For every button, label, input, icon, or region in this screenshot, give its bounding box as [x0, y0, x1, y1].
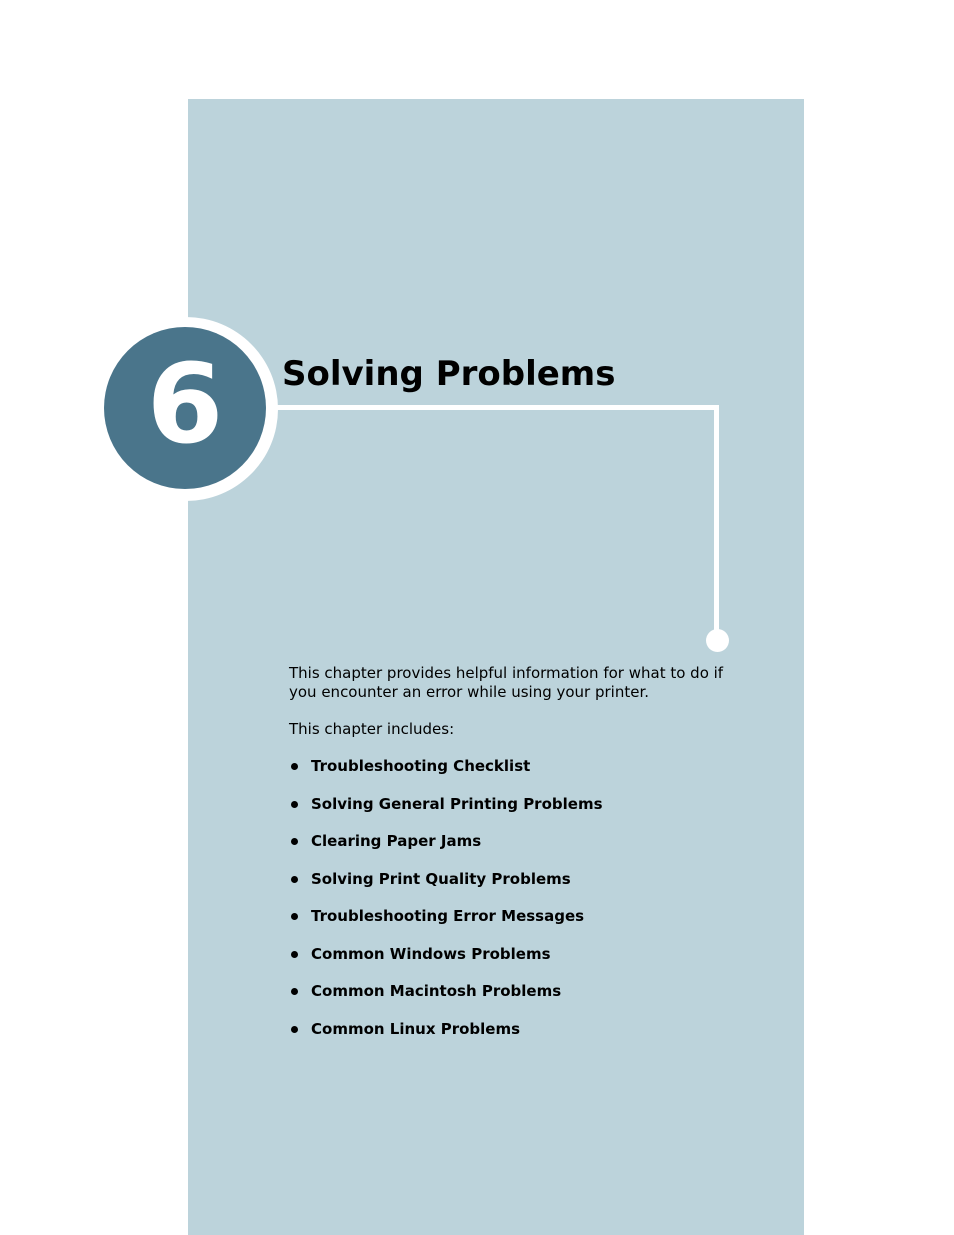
topic-label: Solving Print Quality Problems [311, 869, 571, 888]
topic-label: Clearing Paper Jams [311, 832, 482, 850]
bullet-icon [291, 876, 298, 883]
topic-item-linux-problems[interactable] [289, 1020, 603, 1039]
bullet-icon [291, 951, 298, 958]
topic-item-general-printing-problems[interactable] [289, 795, 603, 814]
bullet-icon [291, 1026, 298, 1033]
bullet-icon [291, 801, 298, 808]
topic-item-error-messages[interactable] [289, 907, 603, 926]
connector-end-dot [706, 629, 729, 652]
topic-label: Troubleshooting Checklist [311, 757, 531, 775]
title-connector-vertical-line [714, 405, 719, 637]
bullet-icon [291, 763, 298, 770]
chapter-intro-paragraph: This chapter provides helpful information for what to do if you encounter an error while using your printer. [289, 664, 724, 701]
topic-item-macintosh-problems[interactable] [289, 982, 603, 1001]
topic-item-clearing-paper-jams[interactable] [289, 832, 603, 851]
chapter-number-badge [104, 327, 266, 489]
topic-label: Common Windows Problems [311, 944, 551, 963]
topic-label: Solving General Printing Problems [311, 794, 603, 813]
bullet-icon [291, 838, 298, 845]
topic-label: Common Linux Problems [311, 1019, 521, 1038]
bullet-icon [291, 988, 298, 995]
topic-label: Troubleshooting Error Messages [311, 907, 585, 925]
chapter-number: 6 [146, 340, 224, 468]
topic-label: Common Macintosh Problems [311, 982, 562, 1000]
bullet-icon [291, 913, 298, 920]
title-connector-horizontal-line [276, 405, 719, 410]
chapter-title: Solving Problems [282, 354, 616, 394]
topic-item-print-quality-problems[interactable] [289, 870, 603, 889]
chapter-topic-list [289, 757, 603, 1057]
chapter-includes-label: This chapter includes: [289, 720, 455, 738]
topic-item-troubleshooting-checklist[interactable] [289, 757, 603, 776]
topic-item-windows-problems[interactable] [289, 945, 603, 964]
